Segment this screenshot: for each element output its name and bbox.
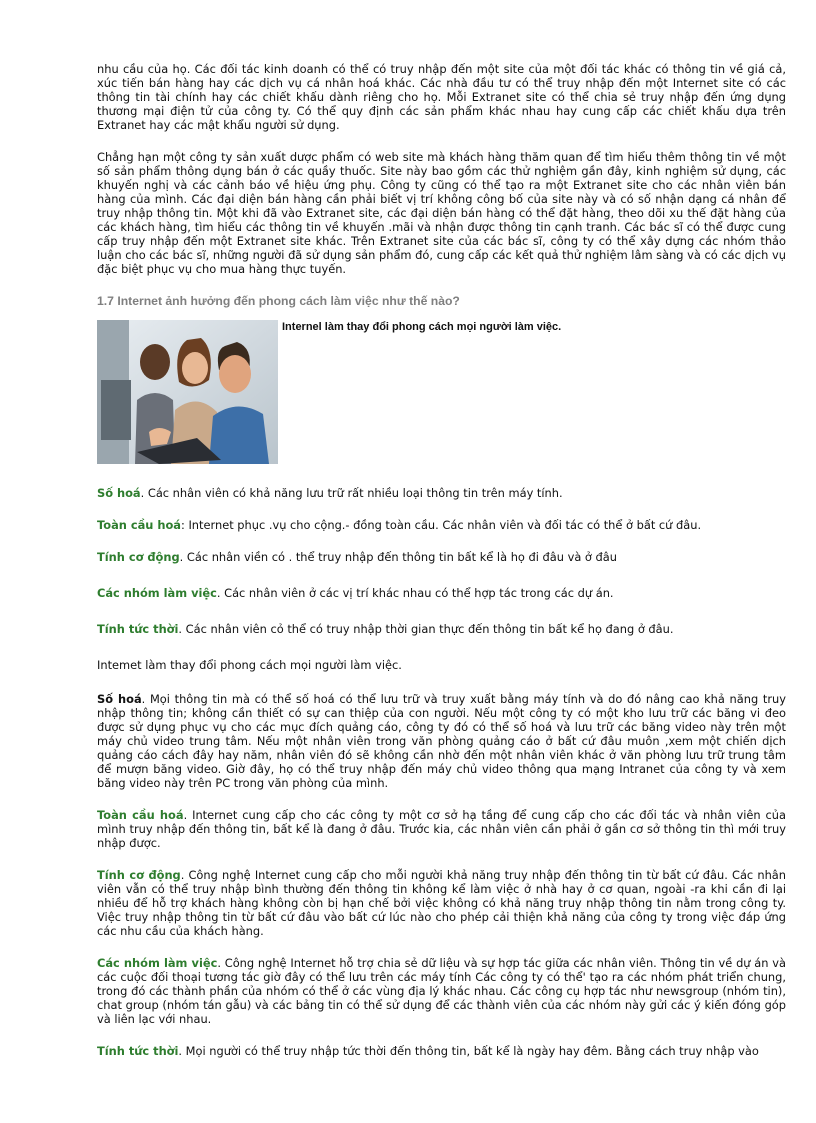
item-text: . Các nhân viên có khả năng lưu trữ rất nhiều loại thông tin trên máy tính. <box>140 486 563 500</box>
detail-item-globalization <box>97 808 786 850</box>
section-heading: 1.7 Internet ảnh hưởng đến phong cách làm việc như thế nào? <box>97 294 460 308</box>
short-item-globalization <box>97 518 786 532</box>
figure <box>97 320 786 464</box>
short-item-workgroups <box>97 586 786 600</box>
people-at-computer-photo <box>97 320 278 464</box>
keyword: Số hoá <box>97 486 141 500</box>
figure-caption: Internel làm thay đổi phong cách mọi người làm việc. <box>282 321 562 333</box>
keyword: Các nhóm làm việc <box>97 586 217 600</box>
detail-item-digitization <box>97 692 786 790</box>
keyword: Tính cơ động <box>97 868 181 882</box>
item-text: . Công nghệ Internet cung cấp cho mỗi người khả năng truy nhập đến thông tin từ bất cứ đâu. Các nhân viên vẫn có thể truy nhập bình thường đến thông tin không kể làm việc ở nhà hay ở cơ quan, ngoài -ra khi cần đi lại nhiều để hỗ trợ khách hàng không còn bị hạn chế bởi việc không có khả năng truy nhập thông tin nằm trong công ty. Việc truy nhập thông tin từ bất cứ đâu vào bất cứ lúc nào cho phép cải thiện khả năng của công ty trong việc đáp ứng các nhu cầu của khách hàng. <box>97 868 786 938</box>
item-text: . Mọi người có thể truy nhập tức thời đến thông tin, bất kể là ngày hay đêm. Bằng cách truy nhập vào <box>178 1044 759 1058</box>
item-text: . Công nghệ Internet hỗ trợ chia sẻ dữ liệu và sự hợp tác giữa các nhân viên. Thông tin về dự án và các cuộc đối thoại tương tác giờ đây có thể lưu trên các máy tính Các công ty có thể' tạo ra các nhóm phát triển chung, trong đó các thành phần của nhóm có thể ở các vùng địa lý khác nhau. Các công cụ hợp tác như newsgroup (nhóm tin), chat group (nhóm tán gẫu) và các bảng tin có thể sử dụng để các thành viên của các nhóm này gửi các ý kiến đóng góp và liên lạc với nhau. <box>97 956 786 1026</box>
plain-summary-line: Intemet làm thay đổi phong cách mọi người làm việc. <box>97 658 402 672</box>
item-text: . Các nhân viên cỏ thể có truy nhập thời gian thực đến thông tin bất kể họ đang ở đâu. <box>178 622 674 636</box>
short-item-immediacy <box>97 622 786 636</box>
detail-item-immediacy <box>97 1044 786 1058</box>
keyword: Tính tức thời <box>97 1044 179 1058</box>
detail-item-mobility <box>97 868 786 938</box>
keyword: Toàn cầu hoá <box>97 518 181 532</box>
item-text: . Internet cung cấp cho các công ty một cơ sở hạ tầng để cung cấp cho các đối tác và nhân viên của mình truy nhập đến thông tin, bất kể là đang ở đâu. Trước kia, các nhân viên cần phải ở gần cơ sở thông tin thì mới truy nhập được. <box>97 808 786 850</box>
item-text: . Mọi thông tin mà có thể số hoá có thể lưu trữ và truy xuất bằng máy tính và do đó nâng cao khả năng truy nhập thông tin; không cần thiết có sự can thiệp của con người. Nếu một công ty có một kho lưu trữ các băng vi đeo được sử dụng phục vụ cho các mục đích quảng cáo, công ty đó có thể số hoá và lưu trữ các băng video này trên một máy chủ video trung tâm. Nếu một nhân viên trong văn phòng quảng cáo ở bất cứ đâu muôn ,xem một chiến dịch quảng cáo cách đây hay năm, nhân viên đó sẽ không cần nhờ đến một nhân viên khác ở văn phòng lưu trữ trung tâm để mượn băng video. Giờ đây, họ có thể truy nhập đến máy chủ video thông qua mạng Intranet của công ty và xem băng video này trên PC trong văn phòng của mình. <box>97 692 786 790</box>
keyword: Tính tức thời <box>97 622 179 636</box>
keyword: Toàn cầu hoá <box>97 808 184 822</box>
short-item-mobility <box>97 550 786 564</box>
keyword: Tính cơ động <box>97 550 180 564</box>
item-text: . Các nhân viền có . thể truy nhập đến thông tin bất kể là họ đi đâu và ở đâu <box>179 550 617 564</box>
keyword: Số hoá <box>97 692 142 706</box>
keyword: Các nhóm làm việc <box>97 956 218 970</box>
short-item-digitization <box>97 486 786 500</box>
paragraph-extranet-partners: nhu cầu của họ. Các đối tác kinh doanh có thể có truy nhập đến một site của một đối tác khác có thông tin về giá cả, xúc tiến bán hàng hay các dịch vụ cá nhân hoá khác. Các nhà đầu tư có thể truy nhập đến một Internet site có các thông tin tài chính hay các chiết khấu dành riêng cho họ. Mỗi Extranet site có thể chia sẻ truy nhập đến ứng dụng thương mại điện tử của công ty. Có thể quy định các sản phẩm khác nhau hay cung cấp các chiết khấu dựa trên Extranet hay các mật khẩu người sử dụng. <box>97 62 786 132</box>
detail-item-workgroups <box>97 956 786 1026</box>
item-text: : Internet phục .vụ cho cộng.- đồng toàn cầu. Các nhân viên và đối tác có thể ở bất cứ đâu. <box>180 518 702 532</box>
item-text: . Các nhân viên ở các vị trí khác nhau có thể hợp tác trong các dự án. <box>216 586 614 600</box>
paragraph-pharma-example: Chẳng hạn một công ty sản xuất dược phẩm có web site mà khách hàng thăm quan để tìm hiểu thêm thông tin về một số sản phẩm thông dụng bán ở các quầy thuốc. Site này bao gồm các thử nghiệm gần đây, kinh nghiệm sử dụng, các khuyến nghị và các cảnh báo về hiệu ứng phụ. Công ty cũng có thể tạo ra một Extranet site cho các nhân viên bán hàng của mình. Các đại diện bán hàng cần phải biết vị trí không công bố của site này và có số nhận dạng cá nhân để truy nhập thông tin. Một khi đã vào Extranet site, các đại diện bán hàng có thể đặt hàng, theo dõi xu thế đặt hàng của các khách hàng, tìm hiểu các thông tin về khuyến .mãi và nhận được thông tin cạnh tranh. Các bác sĩ có thể được cung cấp truy nhập đến một Extranet site khác. Trên Extranet site của các bác sĩ, công ty có thể xây dựng các nhóm thảo luận cho các bác sĩ, những người đã sử dụng sản phẩm đó, cung cấp các kết quả thử nghiệm lâm sàng và có các dịch vụ đặc biệt phục vụ cho mua hàng thực tuyến. <box>97 150 786 276</box>
